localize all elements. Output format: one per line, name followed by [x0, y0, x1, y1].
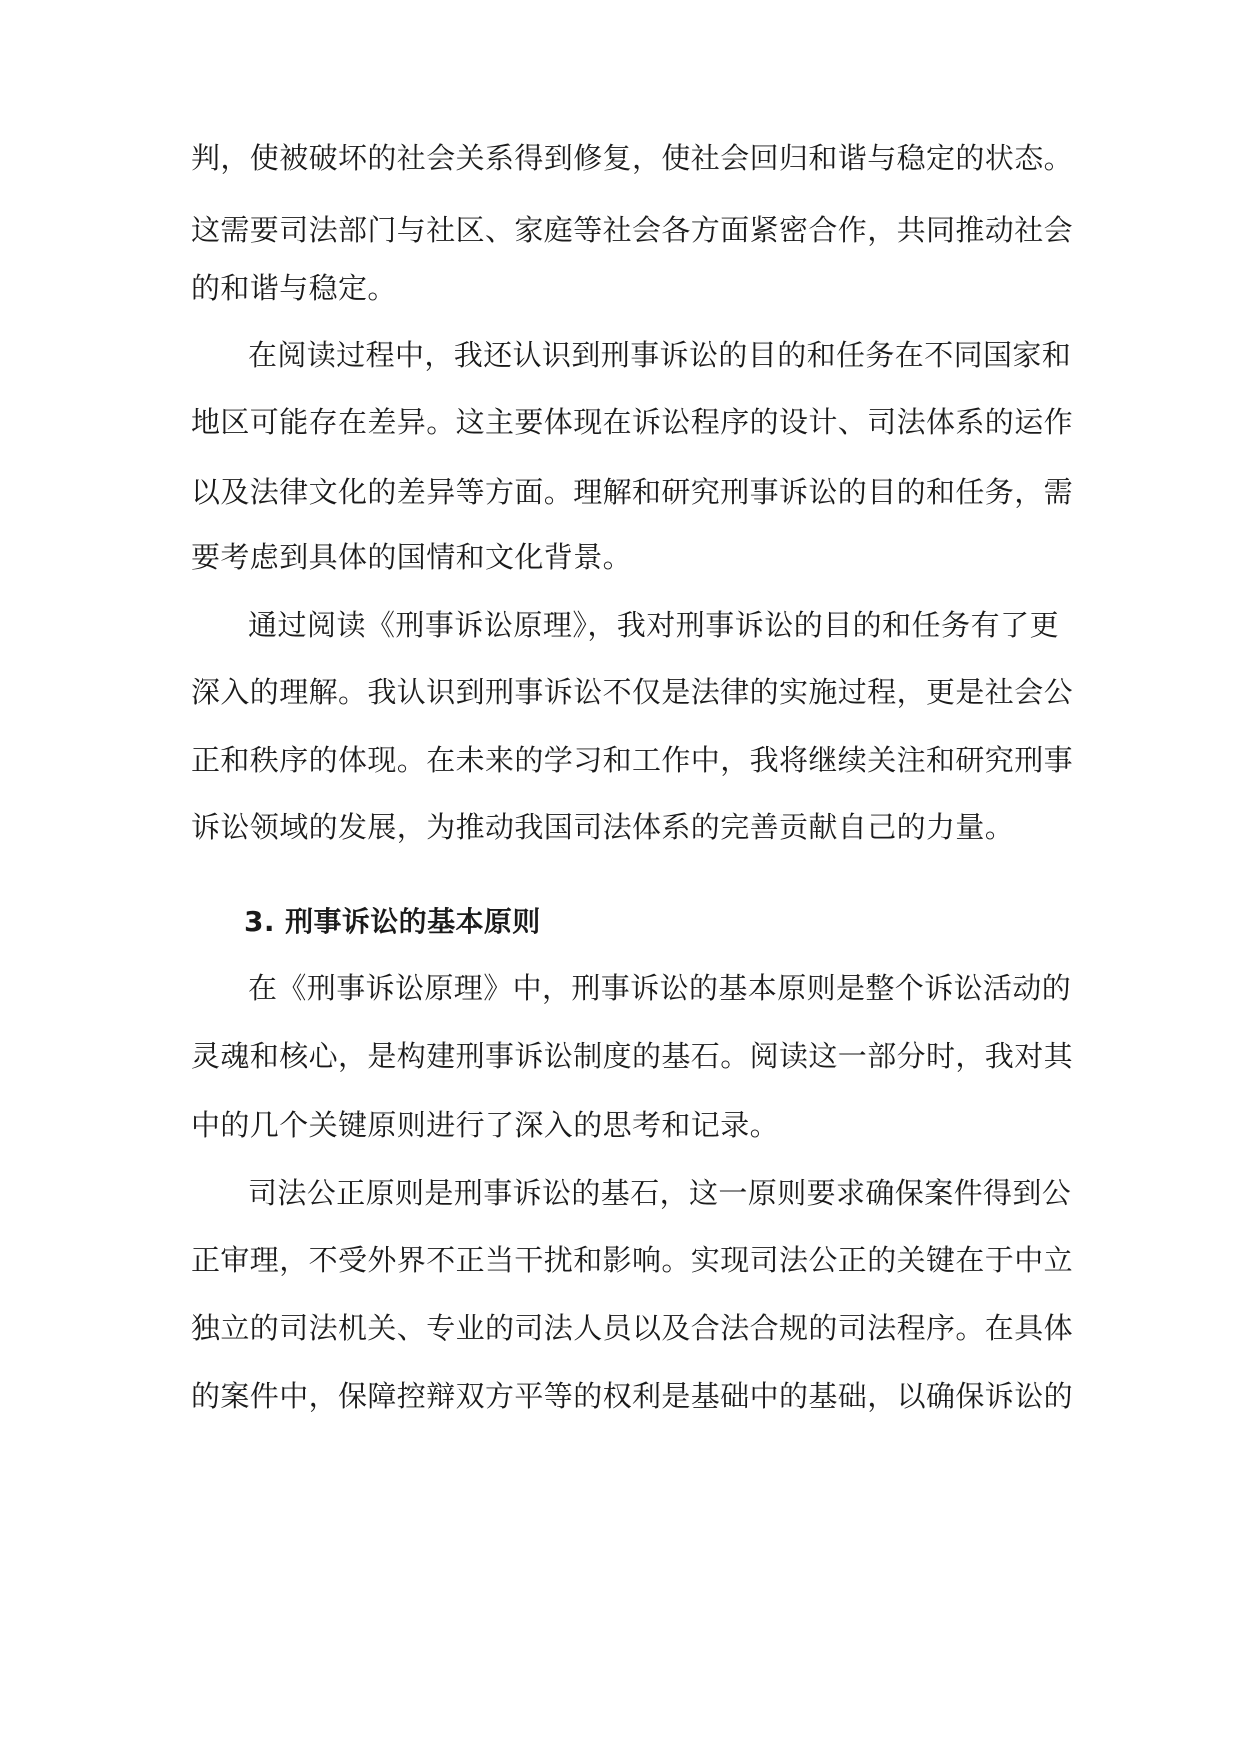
paragraph-line: 要考虑到具体的国情和文化背景。: [191, 540, 633, 574]
section-heading: 3. 刑事诉讼的基本原则: [244, 905, 541, 938]
paragraph-line: 灵魂和核心，是构建刑事诉讼制度的基石。阅读这一部分时，我对其: [191, 1039, 1074, 1073]
paragraph-line: 正和秩序的体现。在未来的学习和工作中，我将继续关注和研究刑事: [191, 743, 1074, 777]
paragraph-line: 正审理，不受外界不正当干扰和影响。实现司法公正的关键在于中立: [191, 1243, 1074, 1277]
paragraph-line: 以及法律文化的差异等方面。理解和研究刑事诉讼的目的和任务，需: [191, 475, 1074, 509]
paragraph-line: 判，使被破坏的社会关系得到修复，使社会回归和谐与稳定的状态。: [191, 141, 1074, 175]
paragraph-line: 司法公正原则是刑事诉讼的基石，这一原则要求确保案件得到公: [248, 1176, 1072, 1210]
paragraph-line: 在《刑事诉讼原理》中，刑事诉讼的基本原则是整个诉讼活动的: [248, 971, 1072, 1005]
paragraph-line: 的案件中，保障控辩双方平等的权利是基础中的基础，以确保诉讼的: [191, 1379, 1074, 1413]
paragraph-line: 中的几个关键原则进行了深入的思考和记录。: [191, 1108, 780, 1142]
paragraph-line: 深入的理解。我认识到刑事诉讼不仅是法律的实施过程，更是社会公: [191, 675, 1074, 709]
paragraph-line: 在阅读过程中，我还认识到刑事诉讼的目的和任务在不同国家和: [248, 338, 1072, 372]
paragraph-line: 独立的司法机关、专业的司法人员以及合法合规的司法程序。在具体: [191, 1311, 1074, 1345]
paragraph-line: 通过阅读《刑事诉讼原理》，我对刑事诉讼的目的和任务有了更: [248, 608, 1059, 642]
paragraph-line: 诉讼领域的发展，为推动我国司法体系的完善贡献自己的力量。: [191, 810, 1015, 844]
paragraph-line: 这需要司法部门与社区、家庭等社会各方面紧密合作，共同推动社会: [191, 213, 1074, 247]
paragraph-line: 地区可能存在差异。这主要体现在诉讼程序的设计、司法体系的运作: [191, 405, 1074, 439]
paragraph-line: 的和谐与稳定。: [191, 271, 397, 305]
